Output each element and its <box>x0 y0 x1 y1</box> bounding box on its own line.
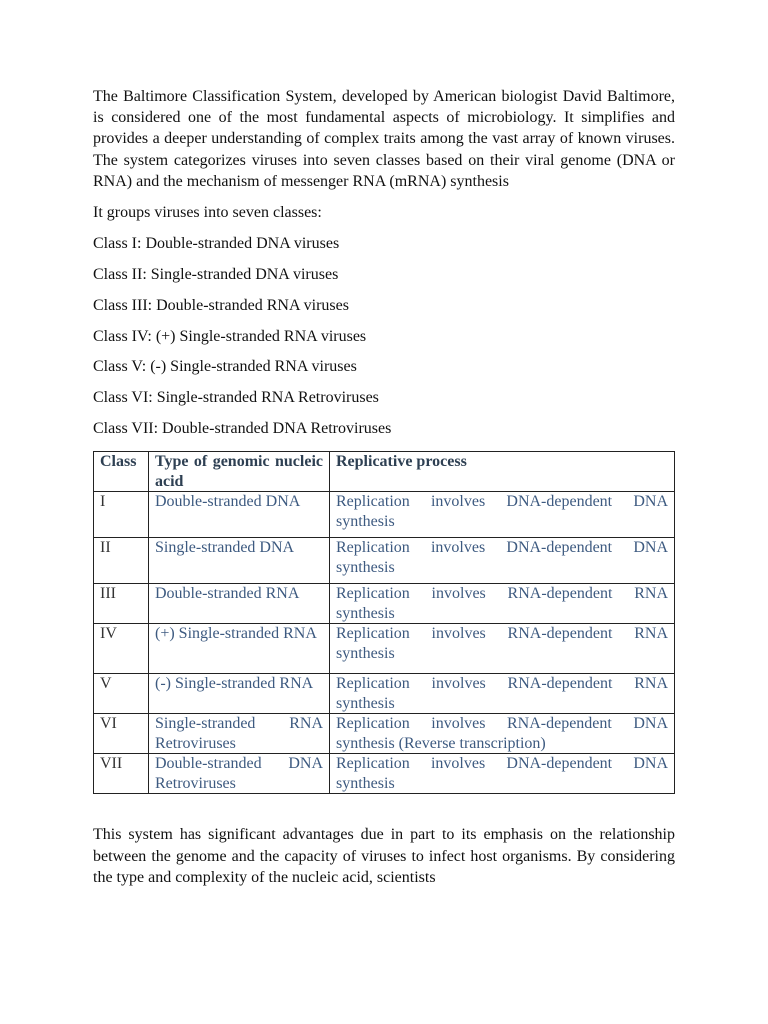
table-header-row <box>94 452 675 492</box>
class-line: Class V: (-) Single-stranded RNA viruses <box>93 358 357 376</box>
process-cell: Replication involves DNA-dependent DNA synthesis <box>330 754 675 794</box>
table-row <box>94 624 675 674</box>
genome-cell: Single-stranded RNA Retroviruses <box>149 714 330 754</box>
table-row <box>94 674 675 714</box>
header-class: Class <box>94 452 149 492</box>
genome-cell: Double-stranded RNA <box>149 584 330 624</box>
table-row <box>94 492 675 538</box>
table-row <box>94 584 675 624</box>
groups-heading: It groups viruses into seven classes: <box>93 204 322 222</box>
genome-cell: Double-stranded DNA Retroviruses <box>149 754 330 794</box>
process-cell: Replication involves DNA-dependent DNA synthesis <box>330 538 675 584</box>
genome-cell: (-) Single-stranded RNA <box>149 674 330 714</box>
classification-table <box>93 451 675 794</box>
table-row <box>94 754 675 794</box>
genome-cell: Single-stranded DNA <box>149 538 330 584</box>
class-line: Class III: Double-stranded RNA viruses <box>93 296 349 314</box>
class-cell: VII <box>94 754 149 794</box>
process-cell: Replication involves DNA-dependent DNA synthesis <box>330 492 675 538</box>
process-cell: Replication involves RNA-dependent DNA synthesis (Reverse transcription) <box>330 714 675 754</box>
class-cell: II <box>94 538 149 584</box>
class-cell: VI <box>94 714 149 754</box>
header-type-label: Type of genomic nucleic acid <box>155 453 323 490</box>
process-cell: Replication involves RNA-dependent RNA synthesis <box>330 624 675 674</box>
genome-cell: (+) Single-stranded RNA <box>149 624 330 674</box>
closing-paragraph: This system has significant advantages due in part to its emphasis on the relationship between the genome and the capacity of viruses to infect host organisms. By considering the type and complexity of the nucleic acid, scientists <box>93 826 675 886</box>
class-line: Class IV: (+) Single-stranded RNA viruses <box>93 327 367 345</box>
class-line: Class I: Double-stranded DNA viruses <box>93 234 340 252</box>
class-cell: IV <box>94 624 149 674</box>
table-row <box>94 538 675 584</box>
class-cell: I <box>94 492 149 538</box>
class-line: Class II: Single-stranded DNA viruses <box>93 265 339 283</box>
process-cell: Replication involves RNA-dependent RNA synthesis <box>330 674 675 714</box>
class-line: Class VI: Single-stranded RNA Retroviruses <box>93 389 379 407</box>
header-type <box>149 452 330 492</box>
document-page <box>93 86 675 888</box>
class-cell: III <box>94 584 149 624</box>
header-process: Replicative process <box>330 452 675 492</box>
table-row <box>94 714 675 754</box>
genome-cell: Double-stranded DNA <box>149 492 330 538</box>
intro-paragraph: The Baltimore Classification System, developed by American biologist David Baltimore, is considered one of the most fundamental aspects of microbiology. It simplifies and provides a deeper understanding of complex traits among the vast array of known viruses. The system categorizes viruses into seven classes based on their viral genome (DNA or RNA) and the mechanism of messenger RNA (mRNA) synthesis <box>93 88 675 190</box>
class-line: Class VII: Double-stranded DNA Retroviruses <box>93 420 392 438</box>
class-cell: V <box>94 674 149 714</box>
process-cell: Replication involves RNA-dependent RNA synthesis <box>330 584 675 624</box>
